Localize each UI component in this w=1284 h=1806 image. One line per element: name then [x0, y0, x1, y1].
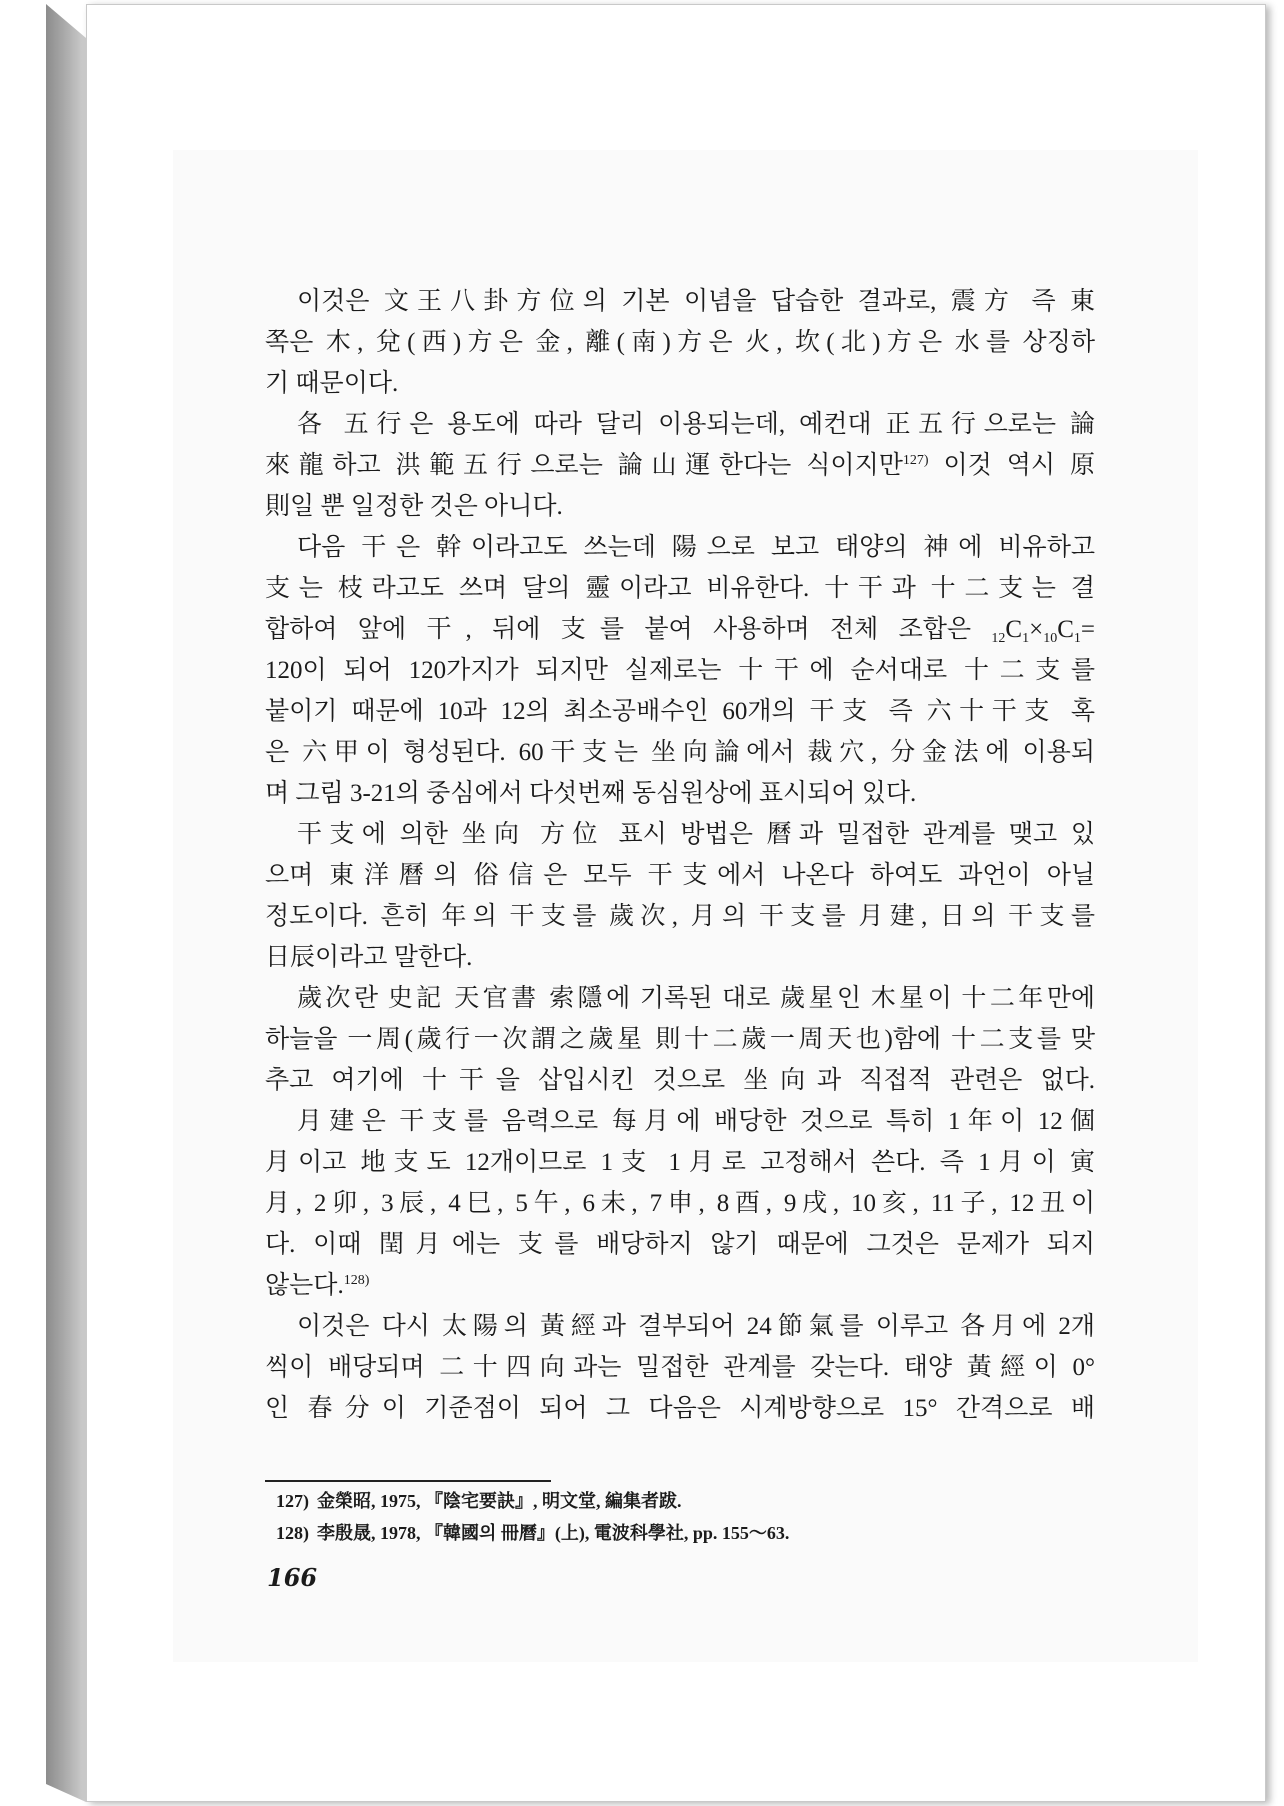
text-line: 月建은 干支를 음력으로 每月에 배당한 것으로 특히 1年이 12個: [297, 1108, 1095, 1135]
text-line: 기 때문이다.: [265, 370, 399, 397]
subscript: 1: [1022, 631, 1030, 646]
footnote-text: 李殷晟, 1978, 『韓國의 冊曆』(上), 電波科學社, pp. 155～63.: [317, 1523, 790, 1543]
text-line: [265, 445, 1095, 486]
subscript: 12: [991, 631, 1006, 646]
footnote-number: 128): [276, 1523, 309, 1543]
text-line: 歲次란 史記 天官書 索隱에 기록된 대로 歲星인 木星이 十二年만에: [297, 985, 1095, 1012]
paragraph: [265, 1101, 1095, 1306]
formula-symbol: ×: [1029, 616, 1044, 643]
text-line: 하늘을 一周(歲行一次謂之歲星 則十二歲一周天也)함에 十二支를 맞: [265, 1026, 1095, 1053]
text-line: 日辰이라고 말한다.: [265, 944, 473, 971]
text-line: 이것은 다시 太陽의 黃經과 결부되어 24節氣를 이루고 各月에 2개: [297, 1313, 1095, 1340]
text-line: 붙이기 때문에 10과 12의 최소공배수인 60개의 干支 즉 六十干支 혹: [265, 698, 1095, 725]
book-page: [86, 4, 1266, 1802]
text-line: [265, 1265, 1095, 1306]
text-line: 인 春分이 기준점이 되어 그 다음은 시계방향으로 15° 간격으로 배: [265, 1395, 1095, 1422]
text-line: 則일 뿐 일정한 것은 아니다.: [265, 493, 563, 520]
text-line: 各 五行은 용도에 따라 달리 이용되는데, 예컨대 正五行으로는 論: [297, 411, 1095, 438]
text-line: 支는 枝라고도 쓰며 달의 靈이라고 비유한다. 十干과 十二支는 결: [265, 575, 1095, 602]
text-line: 다. 이때 閏月에는 支를 배당하지 않기 때문에 그것은 문제가 되지: [265, 1231, 1095, 1258]
paragraph: [265, 814, 1095, 978]
text-line: 며 그림 3-21의 중심에서 다섯번째 동심원상에 표시되어 있다.: [265, 780, 917, 807]
footnote-ref: 128): [343, 1273, 370, 1288]
text-line: 쪽은 木, 兌(西)方은 金, 離(南)方은 火, 坎(北)方은 水를 상징하: [265, 329, 1095, 356]
text-line: 은 六甲이 형성된다. 60干支는 坐向論에서 裁穴, 分金法에 이용되: [265, 739, 1095, 766]
text-line: 이것은 文王八卦方位의 기본 이념을 답습한 결과로, 震方 즉 東: [297, 288, 1095, 315]
subscript: 1: [1073, 631, 1081, 646]
paragraph: [265, 281, 1095, 404]
text-run: 않는다.: [265, 1272, 344, 1299]
text-line: 씩이 배당되며 二十四向과는 밀접한 관계를 갖는다. 태양 黃經이 0°: [265, 1354, 1095, 1381]
book-spine: [46, 4, 86, 1802]
formula-symbol: C: [1057, 616, 1074, 643]
footnote-text: 金榮昭, 1975, 『陰宅要訣』, 明文堂, 編集者跋.: [317, 1491, 682, 1511]
text-line: 120이 되어 120가지가 되지만 실제로는 十干에 순서대로 十二支를: [265, 657, 1095, 684]
text-line: 으며 東洋曆의 俗信은 모두 干支에서 나온다 하여도 과언이 아닐: [265, 862, 1095, 889]
text-line: [265, 609, 1095, 650]
text-line: 다음 干은 幹이라고도 쓰는데 陽으로 보고 태양의 神에 비유하고: [297, 534, 1095, 561]
text-run: 來龍하고 洪範五行으로는 論山運한다는 식이지만: [265, 452, 903, 479]
paragraph: [265, 404, 1095, 527]
footnote-ref: 127): [902, 453, 929, 468]
paragraph: [265, 978, 1095, 1101]
text-line: 정도이다. 흔히 年의 干支를 歲次, 月의 干支를 月建, 日의 干支를: [265, 903, 1095, 930]
text-line: 月, 2卯, 3辰, 4巳, 5午, 6未, 7申, 8酉, 9戌, 10亥, 11子, 12丑이: [265, 1190, 1095, 1217]
footnote-rule: [265, 1480, 551, 1482]
footnote: [276, 1517, 1076, 1549]
footnote: [276, 1485, 1076, 1517]
paragraph: [265, 527, 1095, 814]
paragraph: [265, 1306, 1095, 1429]
formula-symbol: =: [1080, 616, 1095, 643]
text-line: 추고 여기에 十干을 삽입시킨 것으로 坐向과 직접적 관련은 없다.: [265, 1067, 1095, 1094]
text-line: 月이고 地支도 12개이므로 1支 1月로 고정해서 쓴다. 즉 1月이 寅: [265, 1149, 1095, 1176]
footnote-number: 127): [276, 1491, 309, 1511]
subscript: 10: [1043, 631, 1058, 646]
page-number: 166: [267, 1563, 318, 1592]
text-run: 합하여 앞에 干, 뒤에 支를 붙여 사용하며 전체 조합은: [265, 616, 992, 643]
body-text: [265, 281, 1095, 1429]
text-line: 干支에 의한 坐向 方位 표시 방법은 曆과 밀접한 관계를 맺고 있: [297, 821, 1095, 848]
text-run: 이것 역시 原: [928, 452, 1095, 479]
footnotes: [276, 1485, 1076, 1549]
formula-symbol: C: [1005, 616, 1023, 643]
